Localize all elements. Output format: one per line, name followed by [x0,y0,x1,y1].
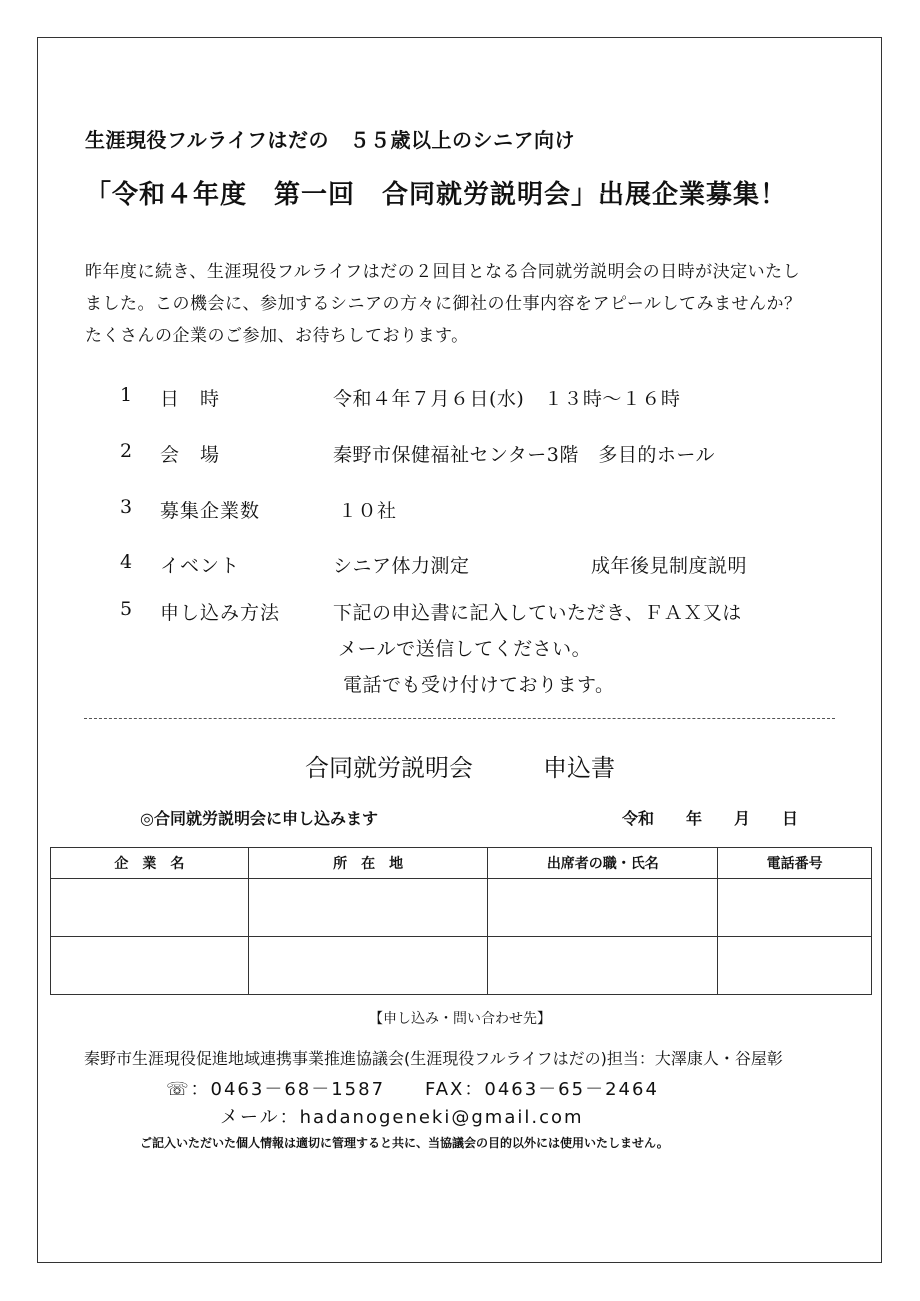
item-number: 3 [120,496,133,518]
intro-line: たくさんの企業のご参加、お待ちしております。 [85,326,469,346]
item-number: 4 [120,551,133,573]
item-value: シニア体力測定 [333,555,470,577]
form-title-right: 申込書 [543,754,615,782]
intro-paragraph [85,256,845,352]
col-header-address: 所 在 地 [248,848,488,879]
application-table [50,847,872,995]
phone-cell[interactable] [718,937,872,995]
table-row [51,879,872,937]
address-cell[interactable] [248,879,488,937]
main-heading: 「令和４年度 第一回 合同就労説明会」出展企業募集！ [85,180,788,210]
item-number: 5 [120,598,133,620]
form-title-left: 合同就労説明会 [305,754,473,782]
item-number: 1 [120,384,133,406]
intro-line: ました。この機会に、参加するシニアの方々に御社の仕事内容をアピールしてみませんか？ [85,294,802,314]
contact-phone-fax: ☏：0463－68－1587 FAX：0463－65－2464 [166,1079,659,1100]
form-title [0,748,920,783]
col-header-attendee: 出席者の職・氏名 [488,848,718,879]
item-label: 会 場 [160,444,221,466]
col-header-company: 企 業 名 [51,848,249,879]
subtitle-heading: 生涯現役フルライフはだの ５５歳以上のシニア向け [85,128,575,152]
item-label: 募集企業数 [160,500,261,522]
phone-cell[interactable] [718,879,872,937]
apply-statement: ◎合同就労説明会に申し込みます [140,809,378,828]
item-label: 申し込み方法 [160,602,281,624]
item-label: イベント [160,555,241,577]
item-value-secondary: 成年後見制度説明 [591,555,748,577]
contact-heading: 【申し込み・問い合わせ先】 [369,1011,551,1027]
col-header-phone: 電話番号 [718,848,872,879]
date-field: 令和 年 月 日 [622,809,799,828]
company-cell[interactable] [51,879,249,937]
item-value: １０社 [338,500,397,522]
cut-line-divider [84,718,835,719]
company-cell[interactable] [51,937,249,995]
privacy-note: ご記入いただいた個人情報は適切に管理すると共に、当協議会の目的以外には使用いたしません。 [140,1136,669,1150]
item-label: 日 時 [160,388,221,410]
item-value: 秦野市保健福祉センター3階 多目的ホール [333,444,715,466]
address-cell[interactable] [248,937,488,995]
item-number: 2 [120,440,133,462]
table-header-row [51,848,872,879]
item-value-line3: 電話でも受け付けております。 [343,674,615,696]
attendee-cell[interactable] [488,937,718,995]
table-row [51,937,872,995]
contact-organization: 秦野市生涯現役促進地域連携事業推進協議会(生涯現役フルライフはだの)担当：大澤康人・谷屋彰 [84,1049,783,1068]
intro-line: 昨年度に続き、生涯現役フルライフはだの２回目となる合同就労説明会の日時が決定いたし [85,262,801,282]
item-value: 下記の申込書に記入していただき、ＦＡＸ又は [333,602,742,624]
item-value: 令和４年７月６日(水) １３時～１６時 [333,388,681,410]
contact-email: メール：hadanogeneki@gmail.com [220,1107,584,1128]
attendee-cell[interactable] [488,879,718,937]
item-value-line2: メールで送信してください。 [338,638,592,660]
